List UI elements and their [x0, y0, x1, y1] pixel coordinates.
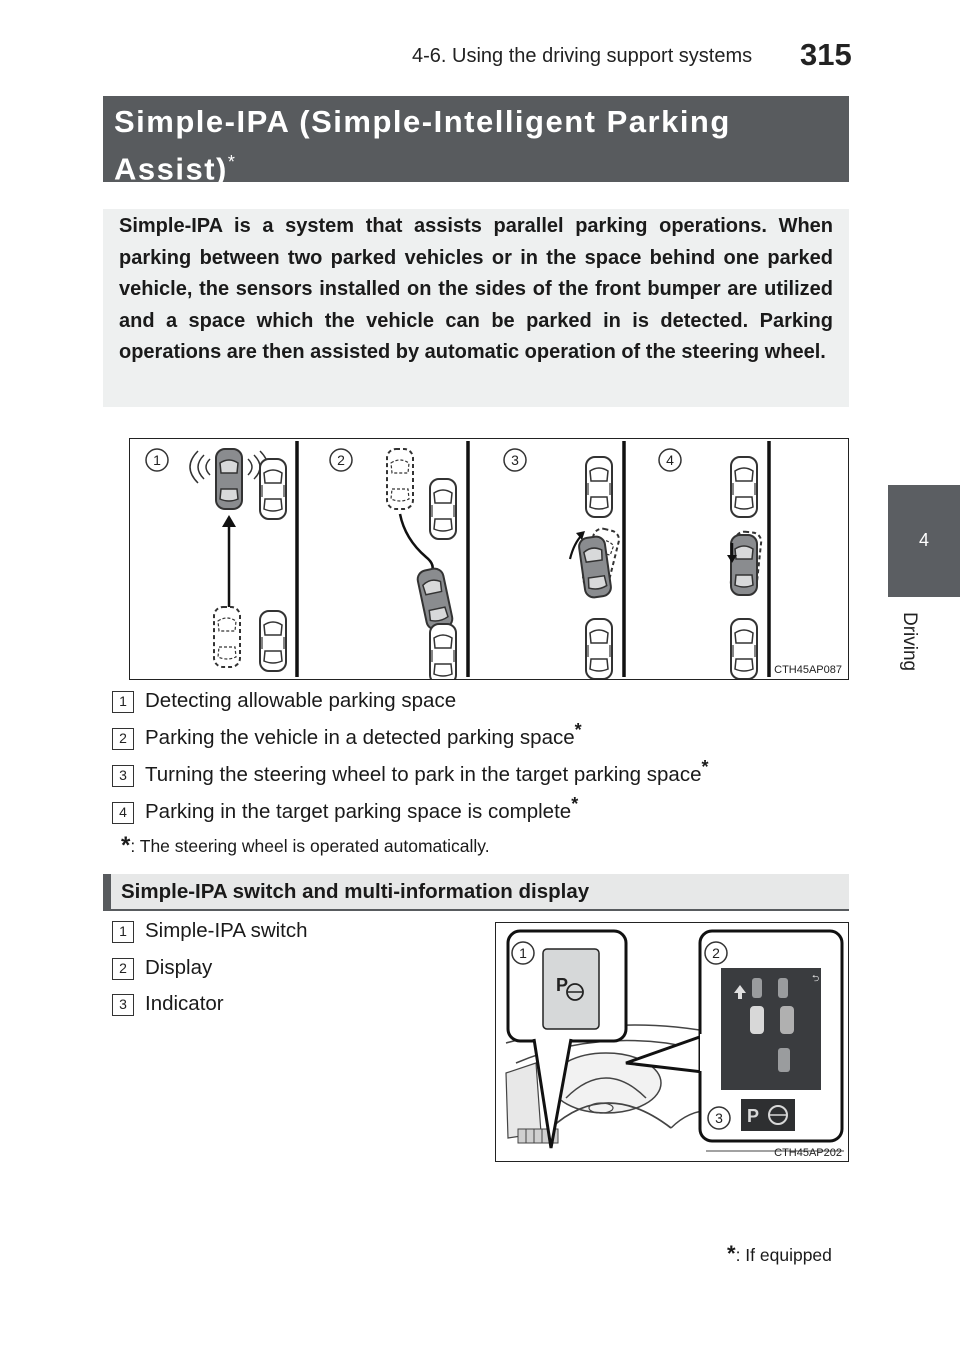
svg-text:4: 4 — [666, 452, 674, 468]
subsection-title: Simple-IPA switch and multi-information display — [121, 880, 590, 903]
switch-letter: P — [556, 975, 569, 995]
step-number-box: 2 — [112, 728, 134, 750]
auto-mark: * — [574, 720, 582, 741]
callout-marker-3: 3 — [715, 1110, 723, 1126]
panel-4 — [727, 457, 762, 679]
callout-marker-2: 2 — [712, 945, 720, 961]
step-text: Turning the steering wheel to park in the target parking space — [145, 763, 702, 786]
figure1-code: CTH45AP087 — [774, 664, 842, 676]
step-text: Parking in the target parking space is complete — [145, 800, 572, 823]
footnote — [121, 832, 490, 859]
section-header: 4-6. Using the driving support systems — [412, 45, 753, 67]
component-number-box: 3 — [112, 994, 134, 1016]
step-item-4 — [112, 794, 579, 824]
component-text: Simple-IPA switch — [145, 919, 308, 942]
component-number-box: 2 — [112, 958, 134, 980]
equipped-note-mark: * — [727, 1241, 736, 1266]
panel-3 — [570, 457, 621, 679]
switch-display-figure — [495, 922, 849, 1162]
panel-2 — [387, 449, 456, 679]
svg-text:3: 3 — [511, 452, 519, 468]
step-item-1 — [112, 689, 456, 713]
page-title — [114, 102, 834, 189]
component-item-2 — [112, 956, 212, 980]
step-text: Parking the vehicle in a detected parking space — [145, 726, 575, 749]
component-item-1 — [112, 919, 308, 943]
step-marker-3 — [504, 449, 526, 471]
page-number: 315 — [800, 37, 852, 72]
subsection-rule — [103, 909, 849, 911]
figure2-code: CTH45AP202 — [774, 1147, 842, 1159]
panel-1 — [190, 449, 286, 671]
dashboard-illustration — [496, 923, 848, 1161]
footnote-mark: * — [121, 832, 131, 859]
page-title-text: Simple-IPA (Simple-Intelligent Parking Assist) — [114, 104, 731, 187]
chapter-label-text: Driving — [899, 612, 920, 672]
callout-marker-1: 1 — [519, 945, 527, 961]
parking-steps-figure — [129, 438, 849, 680]
step-item-3 — [112, 757, 709, 787]
component-number-box: 1 — [112, 921, 134, 943]
svg-text:1: 1 — [153, 452, 161, 468]
intro-text: Simple-IPA is a system that assists parallel parking operations. When parking between two parked vehicles or in the space behind one parked vehicle, the sensors installed on the sides of the front bumper are utilized and a space which the vehicle can be parked in is detected. Parking operations are then assisted by automatic operation of the steering wheel. — [119, 215, 833, 363]
equipped-note-text: : If equipped — [735, 1245, 832, 1265]
auto-mark: * — [701, 757, 709, 778]
step-item-2 — [112, 720, 582, 750]
component-text: Indicator — [145, 992, 224, 1015]
step-marker-4 — [659, 449, 681, 471]
component-item-3 — [112, 992, 224, 1016]
step-number-box: 1 — [112, 691, 134, 713]
component-text: Display — [145, 956, 213, 979]
step-marker-2 — [330, 449, 352, 471]
parking-steps-illustration — [130, 439, 848, 679]
equipped-note — [727, 1241, 832, 1267]
step-number-box: 3 — [112, 765, 134, 787]
chapter-label — [898, 612, 918, 712]
indicator-letter: P — [747, 1106, 760, 1126]
step-text: Detecting allowable parking space — [145, 689, 457, 712]
auto-mark: * — [571, 794, 579, 815]
step-number-box: 4 — [112, 802, 134, 824]
step-marker-1 — [146, 449, 168, 471]
equipped-mark: * — [227, 152, 237, 172]
display-callout — [626, 931, 842, 1141]
footnote-text: : The steering wheel is operated automatically. — [130, 836, 490, 856]
chapter-number: 4 — [918, 530, 929, 550]
return-icon: ⮌ — [812, 974, 820, 984]
svg-text:2: 2 — [337, 452, 345, 468]
